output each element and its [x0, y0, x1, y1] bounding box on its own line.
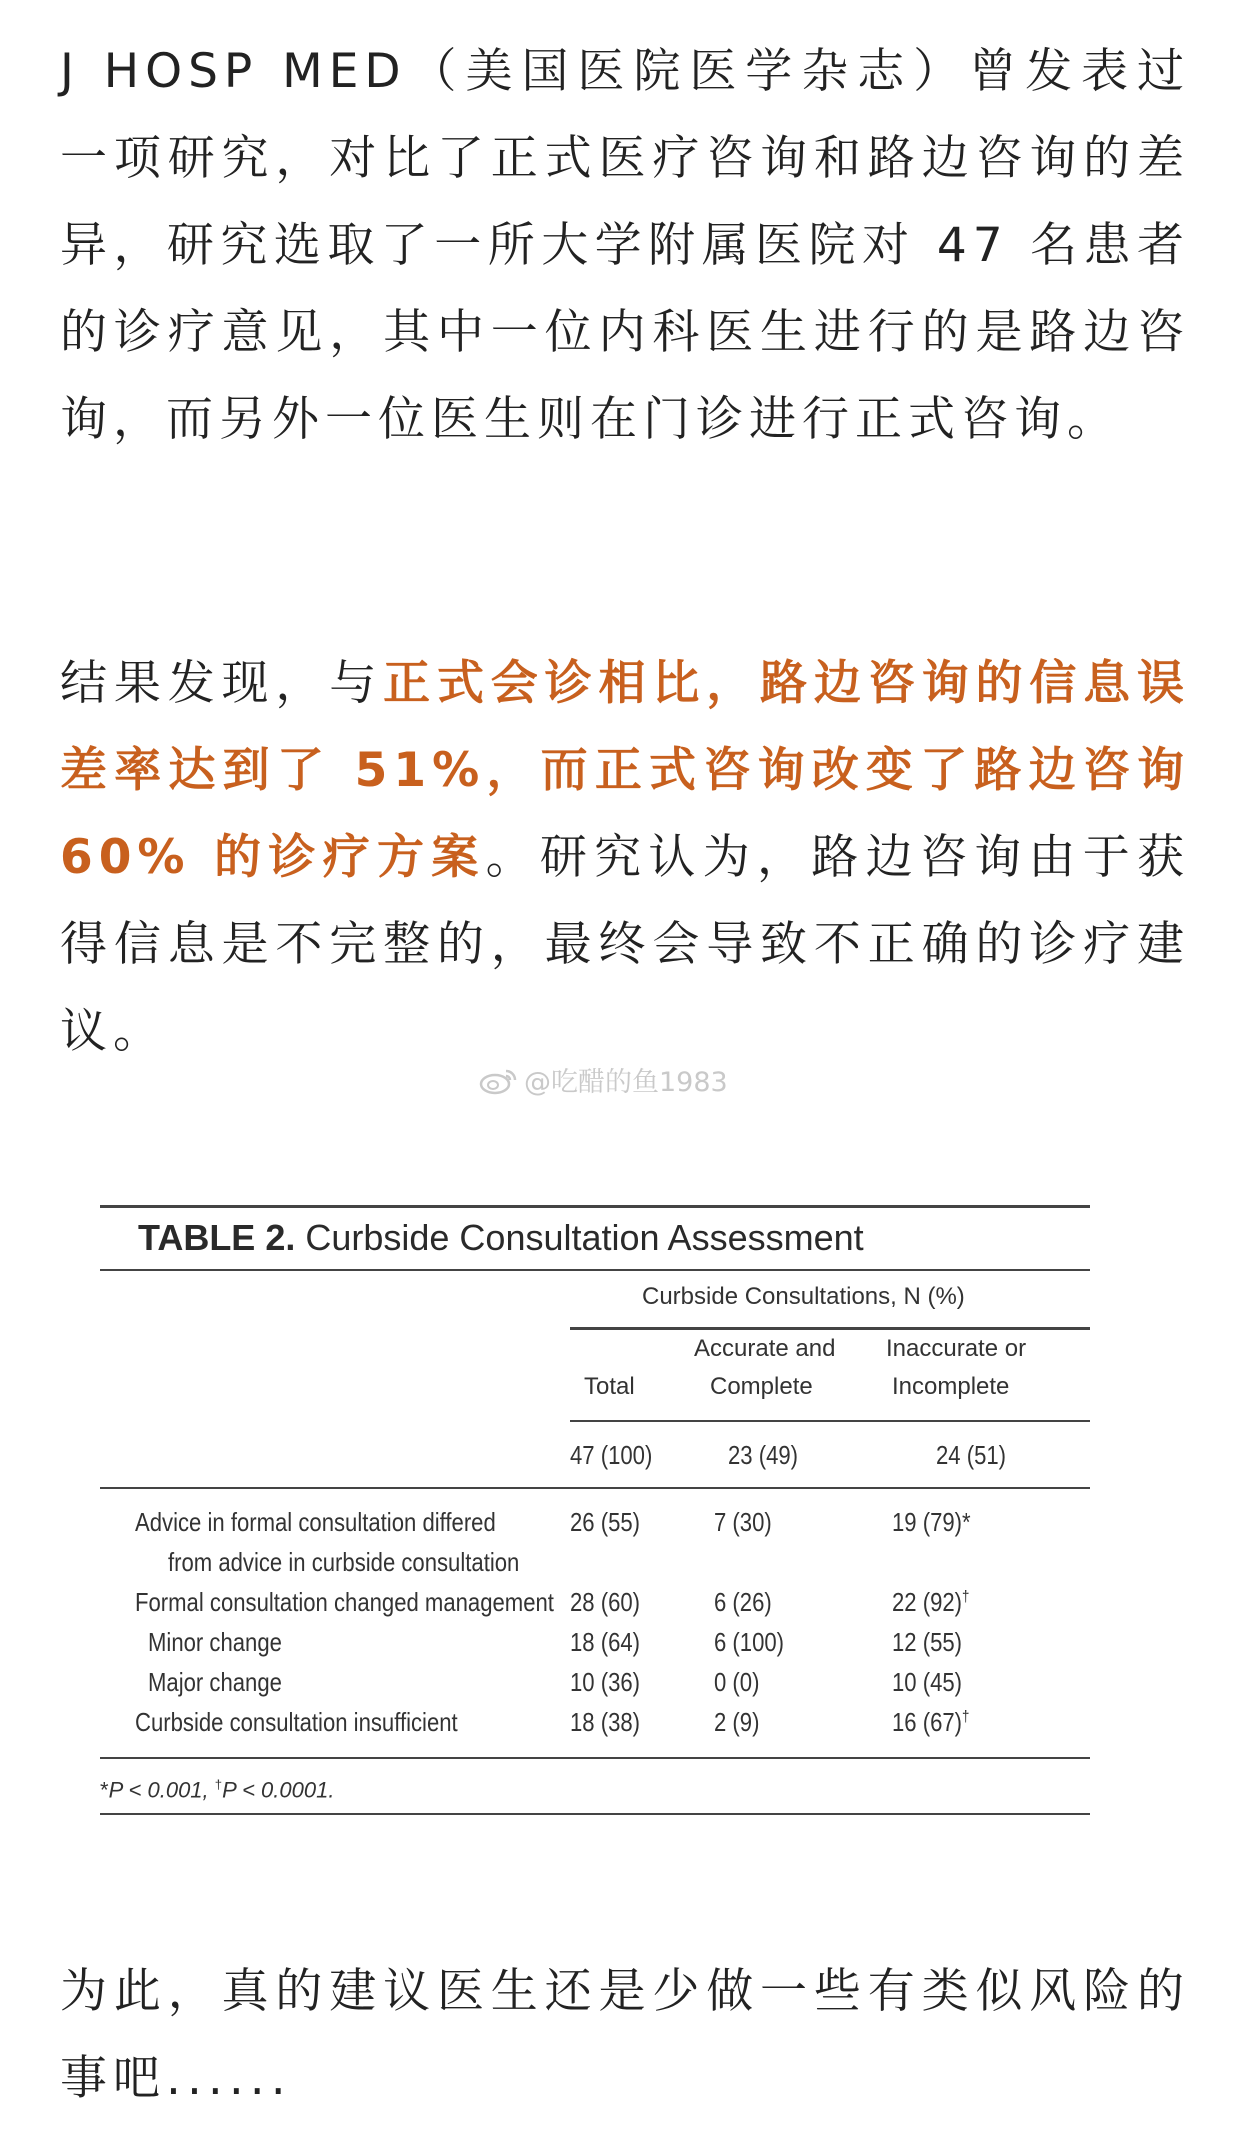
cell-inaccurate: 12 (55): [892, 1627, 963, 1657]
cell-inaccurate-value: 19 (79): [892, 1507, 963, 1537]
body-bottom-rule: [100, 1757, 1090, 1759]
significance-mark: †: [962, 1588, 970, 1606]
group-header-rule: [570, 1327, 1090, 1330]
paragraph-2-conclusion: 。研究认为，路边咨询由于获得信息是不完整的，最终会导致不正确的诊疗建议。: [60, 830, 1190, 1059]
col-header-inaccurate-line1: Inaccurate or: [886, 1335, 1027, 1362]
significance-mark: *: [962, 1507, 971, 1537]
col-header-inaccurate-line2: Incomplete: [892, 1373, 1010, 1400]
footnote-dagger: †: [214, 1777, 223, 1792]
table-2-image: [100, 1205, 1090, 1825]
cell-inaccurate-value: 22 (92): [892, 1587, 963, 1617]
n-inaccurate: 24 (51): [936, 1440, 1007, 1470]
n-total: 47 (100): [570, 1440, 653, 1470]
cell-inaccurate: [892, 1707, 969, 1738]
cell-total: 18 (38): [570, 1707, 641, 1737]
col-header-total: Total: [584, 1373, 635, 1400]
body-top-rule: [100, 1487, 1090, 1489]
table-bottom-rule: [100, 1813, 1090, 1815]
col-header-rule: [570, 1420, 1090, 1422]
watermark-text: @吃醋的鱼1983: [524, 1067, 728, 1098]
row-label: Minor change: [148, 1627, 282, 1657]
watermark: [478, 1060, 728, 1099]
cell-inaccurate-value: 16 (67): [892, 1707, 963, 1737]
row-label-continued: from advice in curbside consultation: [168, 1547, 520, 1577]
table-footnote: [100, 1777, 334, 1803]
row-label: Curbside consultation insufficient: [135, 1707, 458, 1737]
cell-total: 10 (36): [570, 1667, 641, 1697]
row-label: Advice in formal consultation differed: [135, 1507, 496, 1537]
cell-accurate: 2 (9): [714, 1707, 760, 1737]
cell-accurate: 7 (30): [714, 1507, 772, 1537]
article-paragraph-2: [60, 640, 1190, 1075]
table-title: [138, 1217, 864, 1259]
highlighted-finding: 正式会诊相比，路边咨询的信息误差率达到了 51%，而正式咨询改变了路边咨询60% 的诊疗方案: [60, 656, 1191, 885]
cell-total: 18 (64): [570, 1627, 641, 1657]
row-label: Formal consultation changed management: [135, 1587, 554, 1617]
cell-inaccurate: 10 (45): [892, 1667, 963, 1697]
cell-accurate: 0 (0): [714, 1667, 760, 1697]
cell-inaccurate: [892, 1587, 969, 1618]
col-header-accurate-line1: Accurate and: [694, 1335, 836, 1362]
table-top-rule: [100, 1205, 1090, 1208]
weibo-logo-icon: [478, 1065, 520, 1095]
article-paragraph-3: 为此，真的建议医生还是少做一些有类似风险的事吧......: [60, 1964, 1190, 2106]
n-accurate: 23 (49): [728, 1440, 799, 1470]
group-header: Curbside Consultations, N (%): [642, 1283, 965, 1310]
significance-mark: †: [962, 1708, 970, 1726]
table-title-text: Curbside Consultation Assessment: [295, 1217, 864, 1258]
cell-inaccurate: [892, 1507, 971, 1538]
article-paragraph-1: J HOSP MED（美国医院医学杂志）曾发表过一项研究，对比了正式医疗咨询和路边咨询的差异，研究选取了一所大学附属医院对 47 名患者的诊疗意见，其中一位内科医生进行的是路边咨询，而另外一位医生则在门诊进行正式咨询。: [60, 44, 1190, 447]
paragraph-2-intro: 结果发现，与: [60, 656, 384, 711]
cell-accurate: 6 (26): [714, 1587, 772, 1617]
cell-accurate: 6 (100): [714, 1627, 785, 1657]
cell-total: 28 (60): [570, 1587, 641, 1617]
row-label: Major change: [148, 1667, 282, 1697]
footnote-p0001: P < 0.0001.: [222, 1777, 335, 1803]
footnote-p001: P < 0.001,: [108, 1777, 215, 1803]
cell-total: 26 (55): [570, 1507, 641, 1537]
footnote-star: *: [100, 1777, 109, 1803]
table-title-number: TABLE 2.: [138, 1217, 296, 1258]
table-title-rule: [100, 1269, 1090, 1271]
col-header-accurate-line2: Complete: [710, 1373, 813, 1400]
